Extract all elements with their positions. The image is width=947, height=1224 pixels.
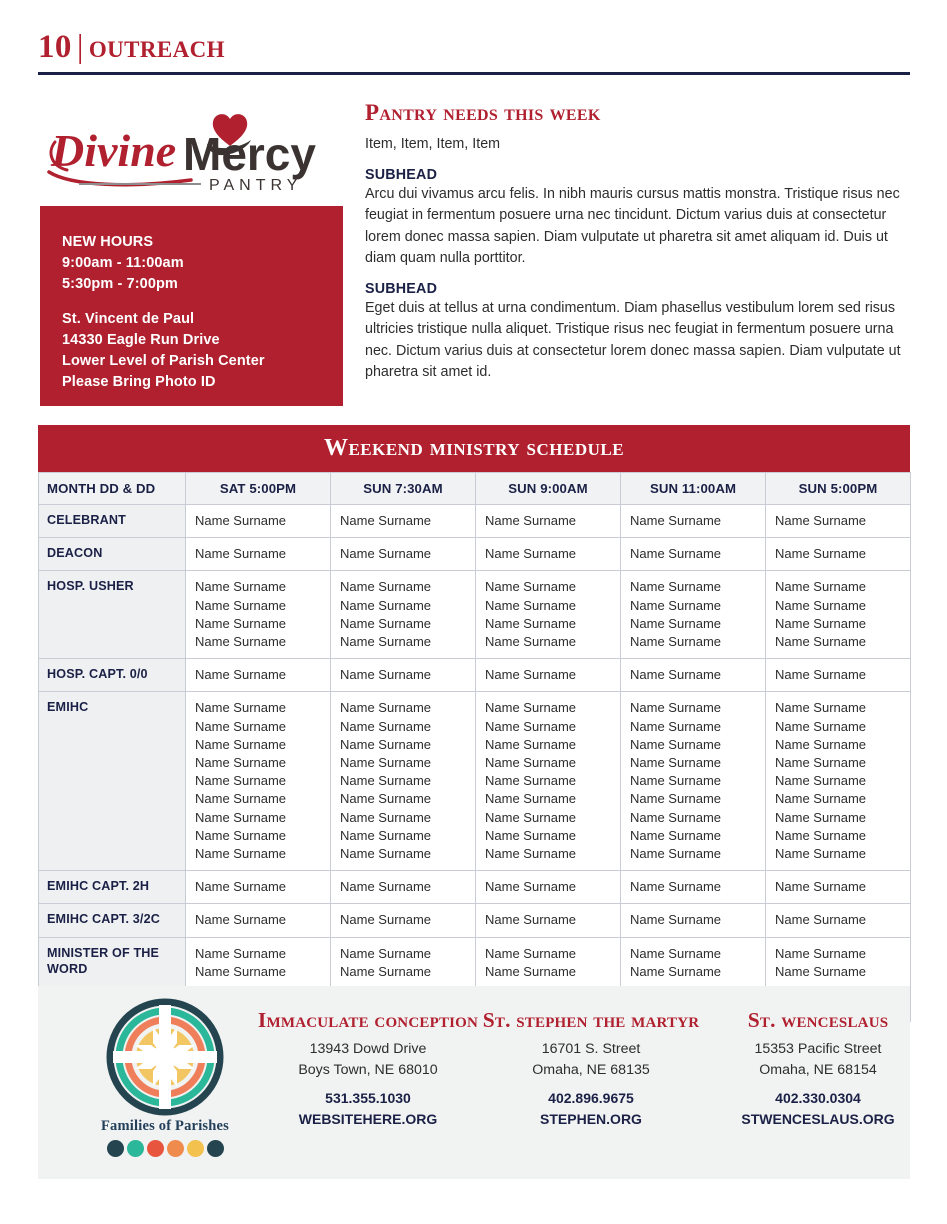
table-cell <box>186 659 331 692</box>
ministry-dot-icon-2 <box>127 1140 144 1157</box>
name-entry: Name Surname <box>485 579 577 595</box>
table-cell <box>621 692 766 871</box>
row-label: EMIHC CAPT. 2H <box>39 871 186 904</box>
table-cell <box>621 937 766 988</box>
pantry-right-column <box>365 100 910 386</box>
parish-immaculate-conception <box>253 1008 483 1130</box>
name-entry: Name Surname <box>340 827 432 843</box>
table-row <box>39 692 911 871</box>
parish-website[interactable]: STEPHEN.ORG <box>540 1111 642 1127</box>
name-entry: Name Surname <box>195 809 287 825</box>
weekend-ministry-schedule <box>38 425 910 1022</box>
ministry-dot-icon-1 <box>107 1140 124 1157</box>
table-cell <box>331 904 476 937</box>
row-label: EMIHC <box>39 692 186 871</box>
name-entry: Name Surname <box>630 615 722 631</box>
name-entry: Name Surname <box>630 755 722 771</box>
row-label: HOSP. USHER <box>39 571 186 659</box>
row-label: HOSP. CAPT. 0/0 <box>39 659 186 692</box>
name-entry: Name Surname <box>195 718 287 734</box>
parish-st-stephen-the-martyr <box>476 1008 706 1130</box>
name-entry: Name Surname <box>485 879 577 895</box>
table-cell <box>476 937 621 988</box>
parish-ministry-icons <box>107 1140 224 1157</box>
pantry-items-line: Item, Item, Item, Item <box>365 136 501 153</box>
column-header-4: SUN 11:00AM <box>621 473 766 505</box>
table-cell <box>331 505 476 538</box>
parish-phone[interactable]: 402.330.0304 <box>775 1090 861 1106</box>
table-cell <box>476 571 621 659</box>
name-entry: Name Surname <box>195 827 287 843</box>
name-entry: Name Surname <box>775 615 867 631</box>
table-cell <box>766 692 911 871</box>
table-cell <box>186 571 331 659</box>
name-entry: Name Surname <box>195 667 287 683</box>
name-entry: Name Surname <box>340 912 432 928</box>
table-row <box>39 937 911 988</box>
name-entry: Name Surname <box>630 718 722 734</box>
row-label: CELEBRANT <box>39 505 186 538</box>
parish-street: 16701 S. Street <box>541 1041 641 1057</box>
table-cell <box>621 904 766 937</box>
table-cell <box>331 659 476 692</box>
pantry-hours-box <box>40 206 343 406</box>
ministry-dot-icon-5 <box>187 1140 204 1157</box>
name-entry: Name Surname <box>485 667 577 683</box>
name-entry: Name Surname <box>485 846 577 862</box>
pantry-left-column <box>38 100 343 390</box>
schedule-table <box>38 472 911 1022</box>
hours-line-2: 5:30pm - 7:00pm <box>62 276 178 292</box>
table-cell <box>766 937 911 988</box>
name-entry: Name Surname <box>775 579 867 595</box>
table-cell <box>331 538 476 571</box>
name-entry: Name Surname <box>775 846 867 862</box>
page-footer <box>38 986 910 1179</box>
name-entry: Name Surname <box>775 736 867 752</box>
name-entry: Name Surname <box>630 579 722 595</box>
name-entry: Name Surname <box>775 597 867 613</box>
name-entry: Name Surname <box>195 615 287 631</box>
name-entry: Name Surname <box>775 945 867 961</box>
parish-name: St. wenceslaus <box>747 1008 889 1032</box>
name-entry: Name Surname <box>630 597 722 613</box>
name-entry: Name Surname <box>630 546 722 562</box>
name-entry: Name Surname <box>630 912 722 928</box>
table-header-row <box>39 473 911 505</box>
table-cell <box>331 871 476 904</box>
name-entry: Name Surname <box>485 773 577 789</box>
table-row <box>39 904 911 937</box>
ministry-dot-icon-6 <box>207 1140 224 1157</box>
header-divider <box>38 72 910 75</box>
name-entry: Name Surname <box>775 912 867 928</box>
name-entry: Name Surname <box>630 879 722 895</box>
parish-name: St. stephen the martyr <box>482 1008 700 1032</box>
name-entry: Name Surname <box>775 513 867 528</box>
name-entry: Name Surname <box>485 615 577 631</box>
name-entry: Name Surname <box>195 513 287 528</box>
schedule-table-head <box>39 473 911 505</box>
families-of-parishes-logo <box>60 998 270 1157</box>
table-cell <box>476 692 621 871</box>
name-entry: Name Surname <box>630 667 722 683</box>
column-header-3: SUN 9:00AM <box>476 473 621 505</box>
name-entry: Name Surname <box>485 700 577 716</box>
name-entry: Name Surname <box>775 634 867 650</box>
table-cell <box>621 505 766 538</box>
name-entry: Name Surname <box>340 945 432 961</box>
name-entry: Name Surname <box>340 700 432 716</box>
name-entry: Name Surname <box>340 718 432 734</box>
name-entry: Name Surname <box>485 809 577 825</box>
svg-text:Mercy: Mercy <box>182 128 316 180</box>
name-entry: Name Surname <box>195 945 287 961</box>
parish-phone[interactable]: 531.355.1030 <box>325 1090 411 1106</box>
hours-spacer <box>62 295 343 309</box>
parish-st-wenceslaus <box>693 1008 943 1130</box>
name-entry: Name Surname <box>195 879 287 895</box>
row-label: MINISTER OF THE WORD <box>39 937 186 988</box>
name-entry: Name Surname <box>340 513 432 528</box>
name-entry: Name Surname <box>340 634 432 650</box>
table-cell <box>331 692 476 871</box>
name-entry: Name Surname <box>195 597 287 613</box>
name-entry: Name Surname <box>340 736 432 752</box>
name-entry: Name Surname <box>485 718 577 734</box>
table-cell <box>766 538 911 571</box>
name-entry: Name Surname <box>195 773 287 789</box>
location-line-2: 14330 Eagle Run Drive <box>62 332 220 348</box>
row-label: EMIHC CAPT. 3/2C <box>39 904 186 937</box>
name-entry: Name Surname <box>195 579 287 595</box>
name-entry: Name Surname <box>775 879 867 895</box>
table-cell <box>186 538 331 571</box>
name-entry: Name Surname <box>340 667 432 683</box>
section-title: outreach <box>88 29 225 65</box>
table-cell <box>621 659 766 692</box>
name-entry: Name Surname <box>630 846 722 862</box>
row-label: DEACON <box>39 538 186 571</box>
table-row <box>39 659 911 692</box>
table-cell <box>476 904 621 937</box>
name-entry: Name Surname <box>195 634 287 650</box>
name-entry: Name Surname <box>340 846 432 862</box>
name-entry: Name Surname <box>630 963 722 979</box>
name-entry: Name Surname <box>485 736 577 752</box>
name-entry: Name Surname <box>195 912 287 928</box>
name-entry: Name Surname <box>340 579 432 595</box>
table-row <box>39 571 911 659</box>
name-entry: Name Surname <box>630 700 722 716</box>
name-entry: Name Surname <box>485 546 577 562</box>
table-row <box>39 871 911 904</box>
table-cell <box>476 505 621 538</box>
subhead-1: SUBHEAD <box>365 166 438 183</box>
parish-street: 13943 Dowd Drive <box>309 1041 427 1057</box>
table-cell <box>476 538 621 571</box>
name-entry: Name Surname <box>195 736 287 752</box>
column-header-0: MONTH DD & DD <box>39 473 186 505</box>
svg-text:PANTRY: PANTRY <box>208 177 302 194</box>
table-cell <box>186 692 331 871</box>
name-entry: Name Surname <box>195 700 287 716</box>
families-of-parishes-caption: Families of Parishes <box>100 1118 230 1134</box>
name-entry: Name Surname <box>630 634 722 650</box>
table-cell <box>331 937 476 988</box>
name-entry: Name Surname <box>340 755 432 771</box>
name-entry: Name Surname <box>340 597 432 613</box>
name-entry: Name Surname <box>340 791 432 807</box>
name-entry: Name Surname <box>775 718 867 734</box>
name-entry: Name Surname <box>630 827 722 843</box>
name-entry: Name Surname <box>340 615 432 631</box>
name-entry: Name Surname <box>630 773 722 789</box>
name-entry: Name Surname <box>485 634 577 650</box>
divine-mercy-logo-icon <box>41 100 341 200</box>
ministry-dot-icon-4 <box>167 1140 184 1157</box>
column-header-2: SUN 7:30AM <box>331 473 476 505</box>
name-entry: Name Surname <box>485 963 577 979</box>
parish-city: Boys Town, NE 68010 <box>298 1062 438 1078</box>
name-entry: Name Surname <box>630 945 722 961</box>
name-entry: Name Surname <box>485 912 577 928</box>
name-entry: Name Surname <box>340 773 432 789</box>
name-entry: Name Surname <box>485 513 577 528</box>
ministry-dot-icon-3 <box>147 1140 164 1157</box>
table-cell <box>766 505 911 538</box>
table-cell <box>621 538 766 571</box>
table-cell <box>186 904 331 937</box>
name-entry: Name Surname <box>630 809 722 825</box>
table-cell <box>331 571 476 659</box>
name-entry: Name Surname <box>340 879 432 895</box>
location-line-4: Please Bring Photo ID <box>62 374 216 390</box>
parish-city: Omaha, NE 68154 <box>759 1062 877 1078</box>
name-entry: Name Surname <box>340 809 432 825</box>
name-entry: Name Surname <box>775 827 867 843</box>
name-entry: Name Surname <box>630 513 722 528</box>
schedule-table-body <box>39 505 911 1022</box>
name-entry: Name Surname <box>775 755 867 771</box>
parish-phone[interactable]: 402.896.9675 <box>548 1090 634 1106</box>
name-entry: Name Surname <box>340 546 432 562</box>
name-entry: Name Surname <box>775 963 867 979</box>
name-entry: Name Surname <box>485 597 577 613</box>
table-cell <box>186 871 331 904</box>
table-cell <box>186 937 331 988</box>
location-line-3: Lower Level of Parish Center <box>62 353 265 369</box>
name-entry: Name Surname <box>775 546 867 562</box>
name-entry: Name Surname <box>775 667 867 683</box>
name-entry: Name Surname <box>195 546 287 562</box>
page-number: 10 <box>38 29 72 65</box>
table-cell <box>476 659 621 692</box>
name-entry: Name Surname <box>195 755 287 771</box>
name-entry: Name Surname <box>195 791 287 807</box>
pantry-needs-heading: Pantry needs this week <box>365 100 601 125</box>
table-cell <box>766 871 911 904</box>
column-header-5: SUN 5:00PM <box>766 473 911 505</box>
parish-name: Immaculate conception <box>257 1008 479 1032</box>
name-entry: Name Surname <box>485 945 577 961</box>
title-separator: | <box>76 29 84 65</box>
subhead-2: SUBHEAD <box>365 280 438 297</box>
parish-city: Omaha, NE 68135 <box>532 1062 650 1078</box>
name-entry: Name Surname <box>195 846 287 862</box>
table-cell <box>766 571 911 659</box>
parish-street: 15353 Pacific Street <box>754 1041 882 1057</box>
parish-website[interactable]: STWENCESLAUS.ORG <box>741 1111 895 1127</box>
table-cell <box>621 571 766 659</box>
pantry-paragraph-2: Eget duis at tellus at urna condimentum. Diam phasellus vestibulum lorem sed risus ultricies tristique nulla aliquet. Tristique risus nec feugiat in fermentum posuere urna nec. Dictum varius duis at consectetur lorem donec massa sapien. Diam vulputate ut pharetra sit amet id. <box>365 299 901 381</box>
name-entry: Name Surname <box>195 963 287 979</box>
name-entry: Name Surname <box>775 773 867 789</box>
name-entry: Name Surname <box>630 736 722 752</box>
hours-line-1: 9:00am - 11:00am <box>62 255 184 271</box>
name-entry: Name Surname <box>340 963 432 979</box>
location-line-1: St. Vincent de Paul <box>62 311 195 327</box>
table-row <box>39 538 911 571</box>
hours-title: NEW HOURS <box>62 234 154 250</box>
name-entry: Name Surname <box>485 755 577 771</box>
pantry-paragraph-1: Arcu dui vivamus arcu felis. In nibh mauris cursus mattis monstra. Tristique risus nec feugiat in fermentum posuere urna nec tincidunt. Dictum varius duis at consectetur lorem donec massa sapien. Diam vulputate ut pharetra sit amet aliquam id. Duis ut diam quam nulla porttitor. <box>365 185 900 267</box>
svg-text:Divine: Divine <box>50 125 176 176</box>
name-entry: Name Surname <box>485 791 577 807</box>
parish-website[interactable]: WEBSITEHERE.ORG <box>298 1111 438 1127</box>
column-header-1: SAT 5:00PM <box>186 473 331 505</box>
table-cell <box>476 871 621 904</box>
name-entry: Name Surname <box>775 700 867 716</box>
name-entry: Name Surname <box>485 827 577 843</box>
page-header <box>38 30 910 75</box>
table-cell <box>766 659 911 692</box>
families-of-parishes-icon <box>99 998 231 1116</box>
name-entry: Name Surname <box>775 809 867 825</box>
table-cell <box>766 904 911 937</box>
name-entry: Name Surname <box>775 791 867 807</box>
table-cell <box>621 871 766 904</box>
page-title <box>38 30 910 65</box>
schedule-title: Weekend ministry schedule <box>38 425 910 472</box>
table-row <box>39 505 911 538</box>
name-entry: Name Surname <box>630 791 722 807</box>
divine-mercy-pantry-logo <box>38 100 343 200</box>
table-cell <box>186 505 331 538</box>
